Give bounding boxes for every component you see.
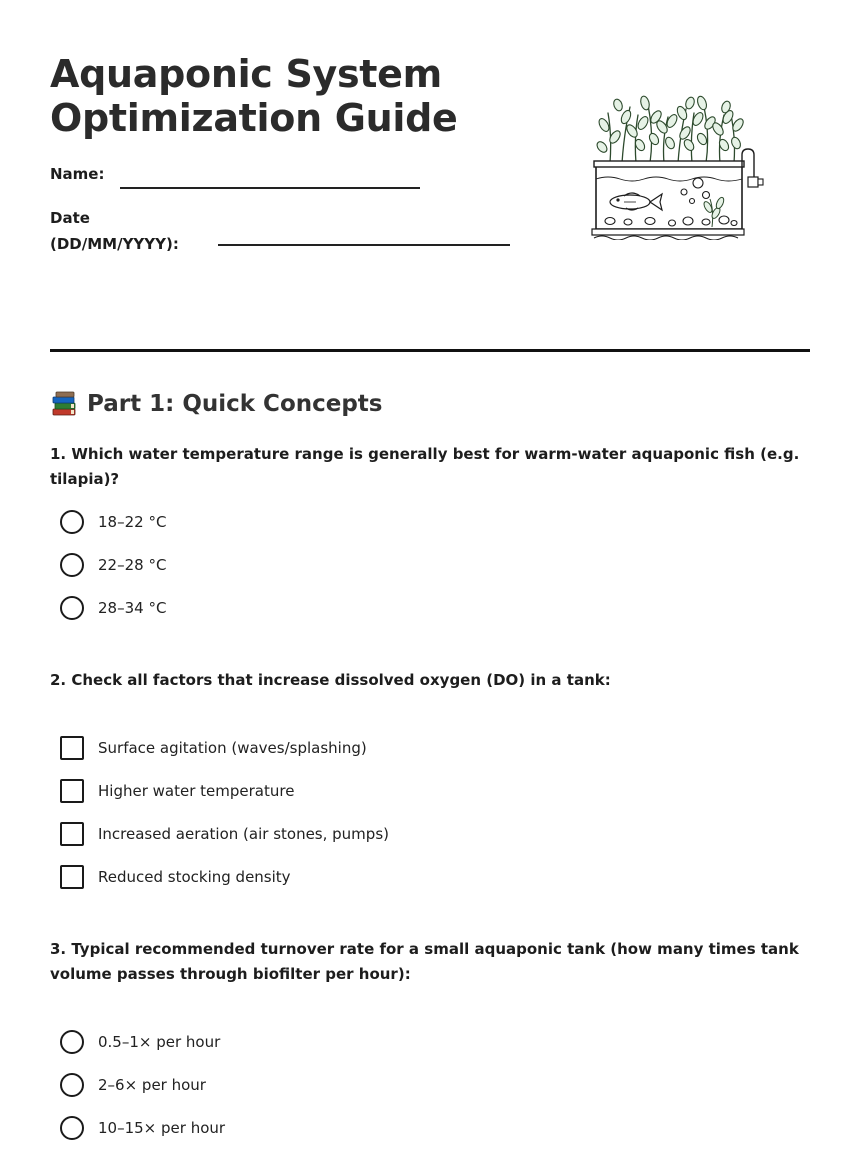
date-field[interactable] xyxy=(218,244,510,246)
q2-option-1[interactable] xyxy=(60,735,367,761)
q3-option-1[interactable] xyxy=(60,1029,220,1055)
option-label: Higher water temperature xyxy=(98,782,295,800)
radio-button[interactable] xyxy=(60,553,84,577)
title-line-1: Aquaponic System xyxy=(50,52,442,96)
radio-button[interactable] xyxy=(60,596,84,620)
name-label: Name: xyxy=(50,165,105,183)
date-label-line-1: Date xyxy=(50,209,90,227)
option-label: 2–6× per hour xyxy=(98,1076,206,1094)
option-label: Increased aeration (air stones, pumps) xyxy=(98,825,389,843)
option-label: 18–22 °C xyxy=(98,513,167,531)
question-2: 2. Check all factors that increase dissolved oxygen (DO) in a tank: xyxy=(50,671,611,689)
option-label: 0.5–1× per hour xyxy=(98,1033,221,1051)
q3-option-3[interactable] xyxy=(60,1115,225,1141)
q3-option-2[interactable] xyxy=(60,1072,206,1098)
q1-option-1[interactable] xyxy=(60,509,166,535)
radio-button[interactable] xyxy=(60,1116,84,1140)
checkbox[interactable] xyxy=(60,822,84,846)
aquaponics-tank-illustration xyxy=(588,95,768,240)
question-3: 3. Typical recommended turnover rate for a small aquaponic tank (how many times tank volume passes through biofilter per hour): xyxy=(50,940,799,983)
q1-option-3[interactable] xyxy=(60,595,166,621)
option-label: 28–34 °C xyxy=(98,599,167,617)
date-label-line-2: (DD/MM/YYYY): xyxy=(50,235,179,253)
date-label xyxy=(50,205,179,257)
radio-button[interactable] xyxy=(60,1073,84,1097)
books-icon xyxy=(50,390,78,418)
option-label: Reduced stocking density xyxy=(98,868,291,886)
radio-button[interactable] xyxy=(60,510,84,534)
section-heading-part-1 xyxy=(50,386,383,422)
checkbox[interactable] xyxy=(60,779,84,803)
checkbox[interactable] xyxy=(60,865,84,889)
title-line-2: Optimization Guide xyxy=(50,96,458,140)
q1-option-2[interactable] xyxy=(60,552,166,578)
section-heading-text: Part 1: Quick Concepts xyxy=(87,391,383,417)
q2-option-3[interactable] xyxy=(60,821,389,847)
option-label: Surface agitation (waves/splashing) xyxy=(98,739,367,757)
name-field[interactable] xyxy=(120,187,420,189)
option-label: 22–28 °C xyxy=(98,556,167,574)
radio-button[interactable] xyxy=(60,1030,84,1054)
section-divider xyxy=(50,349,810,352)
page-title xyxy=(50,52,490,140)
option-label: 10–15× per hour xyxy=(98,1119,226,1137)
checkbox[interactable] xyxy=(60,736,84,760)
q2-option-4[interactable] xyxy=(60,864,291,890)
q2-option-2[interactable] xyxy=(60,778,294,804)
question-1: 1. Which water temperature range is generally best for warm-water aquaponic fish (e.g. tilapia)? xyxy=(50,445,800,488)
